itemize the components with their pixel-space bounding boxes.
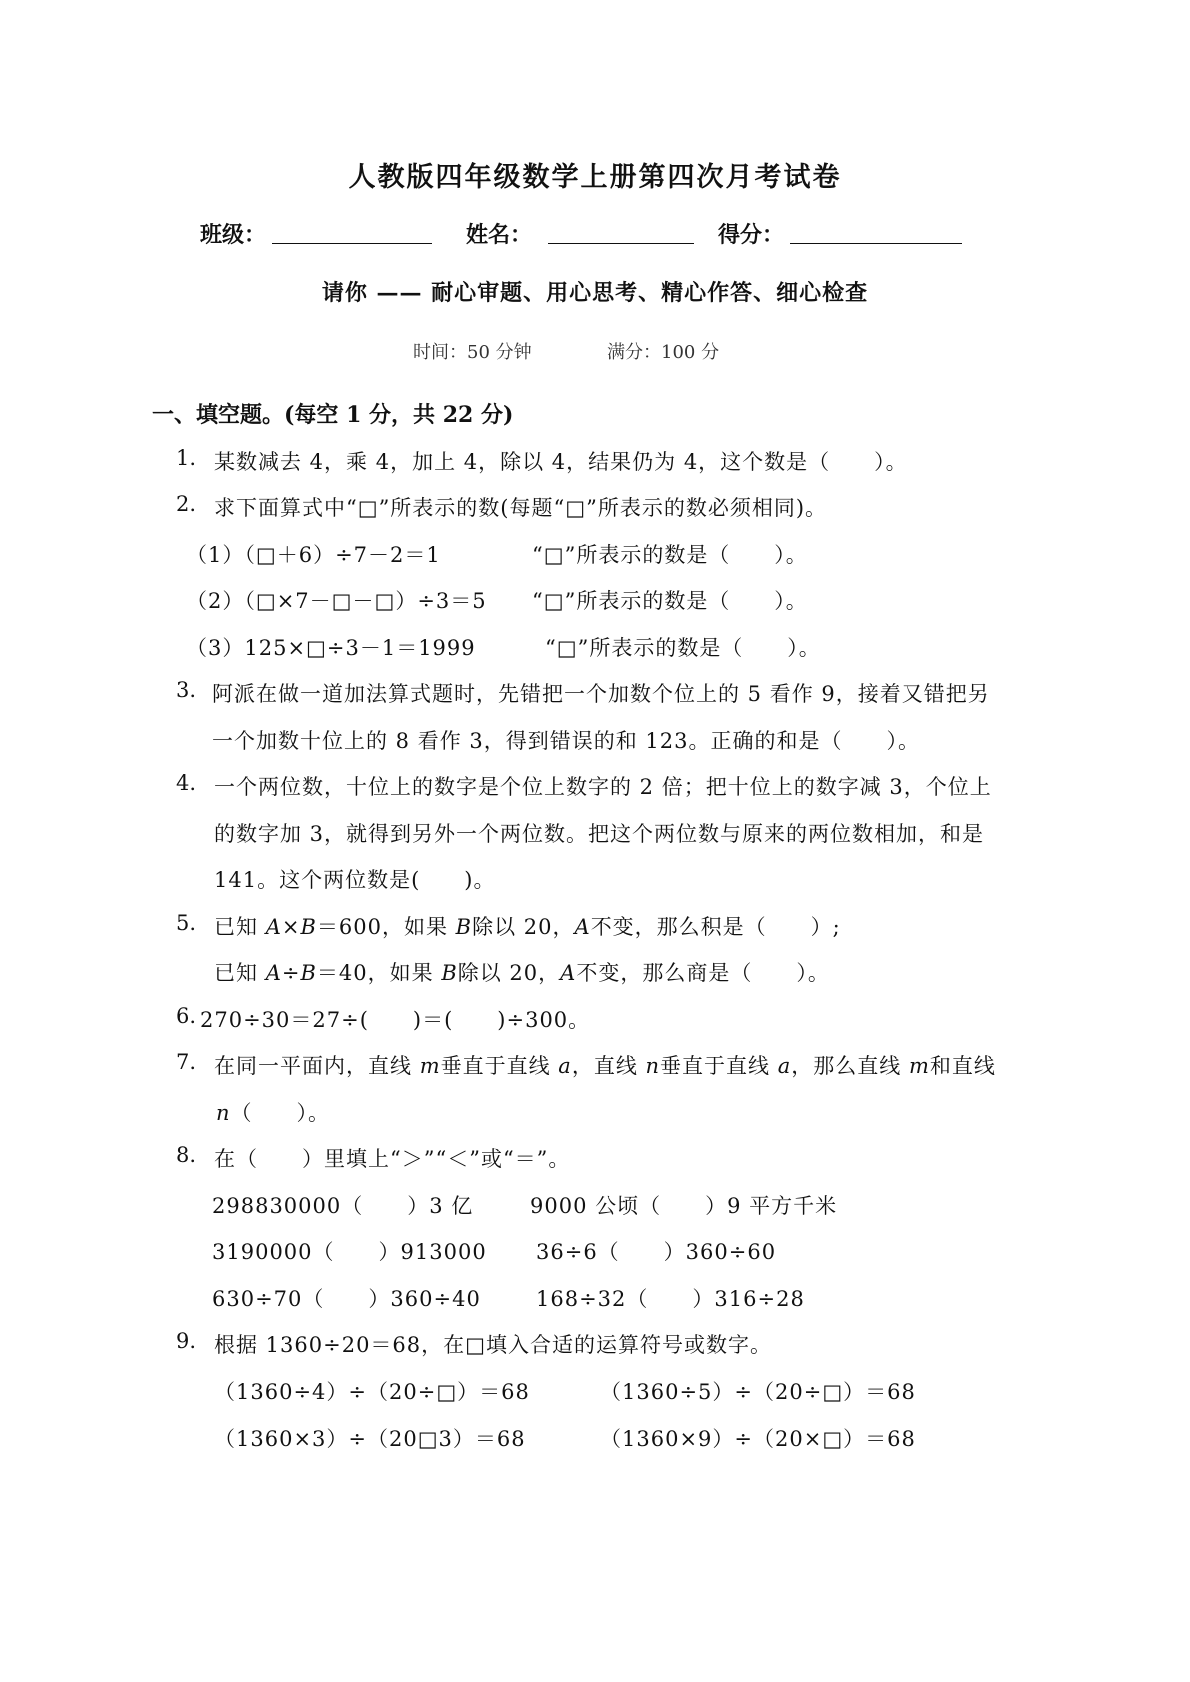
question-text-line-1: 阿派在做一道加法算式题时，先错把一个加数个位上的 5 看作 9，接着又错把另 (212, 682, 990, 706)
motto: 请你 —— 耐心审题、用心思考、精心作答、细心检查 (321, 280, 869, 306)
question-number: 7. (176, 1050, 197, 1074)
question-number: 5. (176, 911, 197, 935)
question-text: 根据 1360÷20＝68，在□填入合适的运算符号或数字。 (214, 1333, 772, 1357)
question-number: 3. (176, 678, 197, 702)
question-text: 在（ ）里填上“＞”“＜”或“＝”。 (214, 1147, 571, 1171)
question-number: 6. (176, 1004, 197, 1028)
class-blank[interactable] (272, 243, 432, 244)
question-text-line-1: 已知 A×B＝600，如果 B除以 20，A不变，那么积是（ ）; (214, 915, 841, 939)
score-blank[interactable] (790, 243, 962, 244)
question-text-line-1: 在同一平面内，直线 m垂直于直线 a，直线 n垂直于直线 a，那么直线 m和直线 (214, 1054, 996, 1078)
sub-expression: （1）（□＋6）÷7－2＝1 (186, 543, 441, 567)
question-number: 8. (176, 1143, 197, 1167)
sub-expression: （2）（□×7－□－□）÷3＝5 (186, 589, 487, 613)
question-text-line-2: 已知 A÷B＝40，如果 B除以 20，A不变，那么商是（ ）。 (214, 961, 830, 985)
question-text: 270÷30＝27÷( )＝( )÷300。 (200, 1008, 591, 1032)
question-text-line-3: 141。这个两位数是( )。 (214, 868, 496, 892)
question-number: 2. (176, 492, 197, 516)
compare-item: 630÷70（ ）360÷40 (212, 1287, 481, 1311)
name-blank[interactable] (548, 243, 694, 244)
question-text: 求下面算式中“□”所表示的数(每题“□”所表示的数必须相同)。 (214, 496, 828, 520)
compare-item: 9000 公顷（ ）9 平方千米 (530, 1194, 838, 1218)
compare-item: 3190000（ ）913000 (212, 1240, 487, 1264)
question-text: 某数减去 4，乘 4，加上 4，除以 4，结果仍为 4，这个数是（ ）。 (214, 450, 908, 474)
page-title: 人教版四年级数学上册第四次月考试卷 (348, 162, 842, 193)
equation-item: （1360÷5）÷（20÷□）＝68 (600, 1380, 916, 1404)
name-label: 姓名： (466, 222, 533, 248)
compare-item: 298830000（ ）3 亿 (212, 1194, 474, 1218)
question-text-line-2: 的数字加 3，就得到另外一个两位数。把这个两位数与原来的两位数相加，和是 (214, 822, 985, 846)
sub-question: “□”所表示的数是（ ）。 (532, 589, 808, 613)
question-number: 1. (176, 446, 197, 470)
full-score: 满分：100 分 (607, 342, 720, 363)
question-text-line-2: 一个加数十位上的 8 看作 3，得到错误的和 123。正确的和是（ ）。 (212, 729, 921, 753)
question-text-line-1: 一个两位数，十位上的数字是个位上数字的 2 倍；把十位上的数字减 3，个位上 (214, 775, 992, 799)
compare-item: 36÷6（ ）360÷60 (536, 1240, 777, 1264)
question-number: 9. (176, 1329, 197, 1353)
sub-question: “□”所表示的数是（ ）。 (532, 543, 808, 567)
sub-expression: （3）125×□÷3－1＝1999 (186, 636, 476, 660)
section-heading: 一、填空题。(每空 1 分，共 22 分) (152, 402, 514, 428)
question-text-line-2: n（ ）。 (216, 1101, 331, 1125)
time-limit: 时间：50 分钟 (413, 342, 532, 363)
sub-question: “□”所表示的数是（ ）。 (545, 636, 821, 660)
question-number: 4. (176, 771, 197, 795)
compare-item: 168÷32（ ）316÷28 (536, 1287, 805, 1311)
equation-item: （1360×3）÷（20□3）＝68 (214, 1427, 526, 1451)
equation-item: （1360÷4）÷（20÷□）＝68 (214, 1380, 530, 1404)
score-label: 得分： (718, 222, 785, 248)
equation-item: （1360×9）÷（20×□）＝68 (600, 1427, 916, 1451)
class-label: 班级： (200, 222, 267, 248)
